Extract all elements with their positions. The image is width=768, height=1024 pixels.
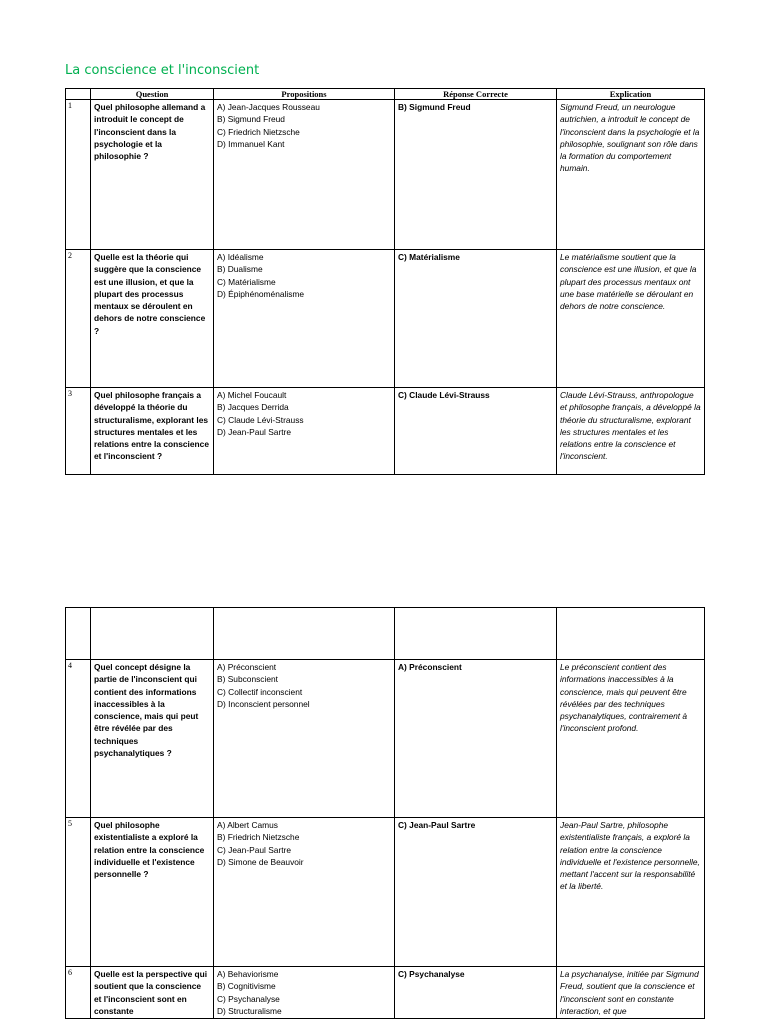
question-text: Quel philosophe existentialiste a exploré la relation entre la conscience individuelle et l'existence personnelle ? (91, 818, 214, 967)
table-row (66, 388, 705, 475)
row-number: 3 (66, 388, 91, 475)
row-number: 6 (66, 967, 91, 1019)
header-number (66, 89, 91, 100)
question-text: Quelle est la théorie qui suggère que la conscience est une illusion, et que la plupart des processus mentaux se déroulent en dehors de notre conscience ? (91, 250, 214, 388)
row-number: 2 (66, 250, 91, 388)
explanation-text: Le préconscient contient des informations inaccessibles à la conscience, mais qui peuvent être révélées par des techniques psychanalytiques, contrairement à l'inconscient profond. (557, 660, 705, 818)
options-list (214, 100, 395, 250)
options-list (214, 388, 395, 475)
row-number: 4 (66, 660, 91, 818)
question-text: Quel philosophe allemand a introduit le concept de l'inconscient dans la psychologie et la philosophie ? (91, 100, 214, 250)
options-list (214, 250, 395, 388)
options-list (214, 818, 395, 967)
option: B) Friedrich Nietzsche (217, 832, 300, 843)
quiz-table-page-1 (65, 88, 705, 475)
option: A) Préconscient (217, 662, 277, 672)
empty-cell (395, 608, 557, 660)
correct-answer: C) Psychanalyse (395, 967, 557, 1019)
option: D) Inconscient personnel (217, 698, 310, 709)
explanation-text: La psychanalyse, initiée par Sigmund Freud, soutient que la conscience et l'inconscient sont en constante interaction, et que (557, 967, 705, 1019)
document-title: La conscience et l'inconscient (65, 63, 260, 78)
explanation-text: Le matérialisme soutient que la conscience est une illusion, et que la plupart des processus mentaux ont une base matérielle se déroulant en dehors de notre conscience. (557, 250, 705, 388)
question-text: Quel philosophe français a développé la théorie du structuralisme, explorant les structures mentales et les relations entre la conscience et l'inconscient ? (91, 388, 214, 475)
option: B) Subconscient (217, 674, 278, 685)
option: B) Dualisme (217, 264, 263, 275)
option: D) Épiphénoménalisme (217, 288, 305, 299)
header-question: Question (91, 89, 214, 100)
option: C) Collectif inconscient (217, 686, 303, 697)
empty-row (66, 608, 705, 660)
question-text: Quelle est la perspective qui soutient que la conscience et l'inconscient sont en constante (91, 967, 214, 1019)
option: A) Jean-Jacques Rousseau (217, 102, 320, 112)
option: D) Jean-Paul Sartre (217, 426, 292, 437)
row-number: 1 (66, 100, 91, 250)
option: C) Matérialisme (217, 276, 276, 287)
header-row (66, 89, 705, 100)
empty-cell (91, 608, 214, 660)
correct-answer: C) Claude Lévi-Strauss (395, 388, 557, 475)
table-row (66, 100, 705, 250)
options-list (214, 967, 395, 1019)
option: A) Behaviorisme (217, 969, 279, 979)
option: C) Psychanalyse (217, 993, 280, 1004)
options-list (214, 660, 395, 818)
option: B) Jacques Derrida (217, 402, 289, 413)
header-correct-answer: Réponse Correcte (395, 89, 557, 100)
header-propositions: Propositions (214, 89, 395, 100)
correct-answer: B) Sigmund Freud (395, 100, 557, 250)
table-row (66, 818, 705, 967)
option: D) Simone de Beauvoir (217, 856, 304, 867)
option: A) Albert Camus (217, 820, 278, 830)
option: C) Friedrich Nietzsche (217, 126, 300, 137)
correct-answer: C) Matérialisme (395, 250, 557, 388)
explanation-text: Sigmund Freud, un neurologue autrichien, a introduit le concept de l'inconscient dans la psychologie et la philosophie, soulignant son rôle dans la formation du comportement humain. (557, 100, 705, 250)
option: A) Michel Foucault (217, 390, 287, 400)
table-row (66, 660, 705, 818)
option: C) Jean-Paul Sartre (217, 844, 292, 855)
option: B) Cognitivisme (217, 981, 276, 992)
empty-cell (214, 608, 395, 660)
empty-cell (66, 608, 91, 660)
correct-answer: A) Préconscient (395, 660, 557, 818)
correct-answer: C) Jean-Paul Sartre (395, 818, 557, 967)
option: D) Immanuel Kant (217, 138, 285, 149)
option: B) Sigmund Freud (217, 114, 285, 125)
table-row (66, 967, 705, 1019)
empty-cell (557, 608, 705, 660)
header-explanation: Explication (557, 89, 705, 100)
explanation-text: Claude Lévi-Strauss, anthropologue et philosophe français, a développé la théorie du structuralisme, explorant les structures mentales et les relations entre la conscience et l'inconscient. (557, 388, 705, 475)
option: D) Structuralisme (217, 1005, 282, 1016)
explanation-text: Jean-Paul Sartre, philosophe existentialiste français, a exploré la relation entre la conscience individuelle et l'existence personnelle, mettant l'accent sur la responsabilité et la liberté. (557, 818, 705, 967)
option: A) Idéalisme (217, 252, 264, 262)
quiz-table-page-2 (65, 607, 705, 1019)
question-text: Quel concept désigne la partie de l'inconscient qui contient des informations inaccessibles à la conscience, mais qui peut être révélée par des techniques psychanalytiques ? (91, 660, 214, 818)
option: C) Claude Lévi-Strauss (217, 414, 304, 425)
row-number: 5 (66, 818, 91, 967)
table-row (66, 250, 705, 388)
